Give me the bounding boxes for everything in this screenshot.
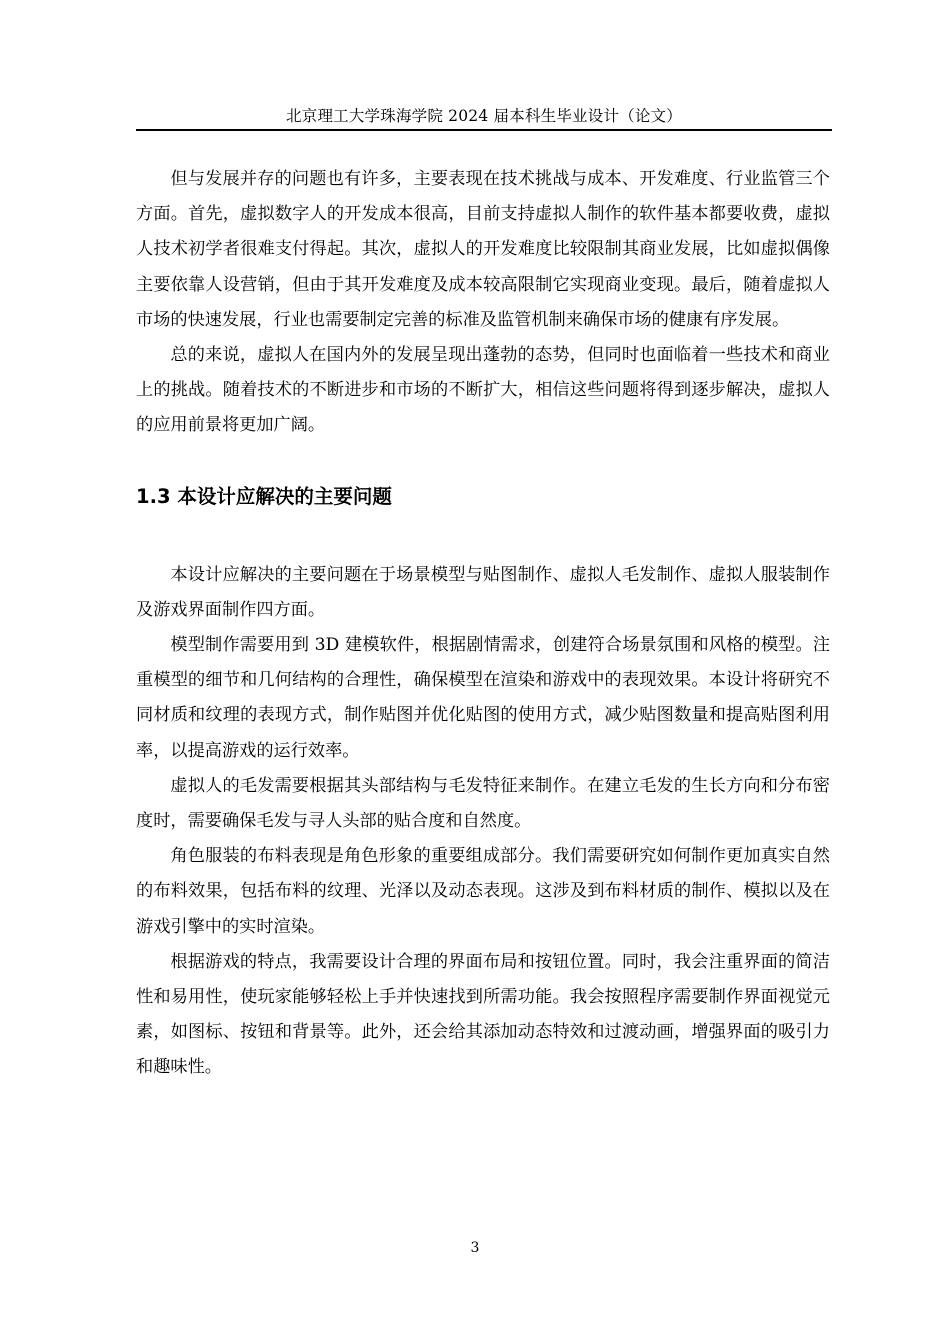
section-heading: 1.3 本设计应解决的主要问题 xyxy=(136,484,392,508)
document-body xyxy=(136,162,830,1086)
paragraph-main-problems: 本设计应解决的主要问题在于场景模型与贴图制作、虚拟人毛发制作、虚拟人服装制作及游戏界面制作四方面。 xyxy=(136,564,830,620)
heading-spacer xyxy=(136,512,830,558)
page-number: 3 xyxy=(470,1240,480,1256)
paragraph-summary: 总的来说，虚拟人在国内外的发展呈现出蓬勃的态势，但同时也面临着一些技术和商业上的挑战。随着技术的不断进步和市场的不断扩大，相信这些问题将得到逐步解决，虚拟人的应用前景将更加广阔。 xyxy=(136,345,830,436)
paragraph-clothing: 角色服装的布料表现是角色形象的重要组成部分。我们需要研究如何制作更加真实自然的布料效果，包括布料的纹理、光泽以及动态表现。这涉及到布料材质的制作、模拟以及在游戏引擎中的实时渲染。 xyxy=(136,846,830,937)
paragraph-interface: 根据游戏的特点，我需要设计合理的界面布局和按钮位置。同时，我会注重界面的简洁性和易用性，使玩家能够轻松上手并快速找到所需功能。我会按照程序需要制作界面视觉元素，如图标、按钮和背景等。此外，还会给其添加动态特效和过渡动画，增强界面的吸引力和趣味性。 xyxy=(136,951,830,1078)
paragraph-hair: 虚拟人的毛发需要根据其头部结构与毛发特征来制作。在建立毛发的生长方向和分布密度时，需要确保毛发与寻人头部的贴合度和自然度。 xyxy=(136,775,830,832)
page-header: 北京理工大学珠海学院 2024 届本科生毕业设计（论文） xyxy=(136,103,832,131)
paragraph-modeling: 模型制作需要用到 3D 建模软件，根据剧情需求，创建符合场景氛围和风格的模型。注重模型的细节和几何结构的合理性，确保模型在渲染和游戏中的表现效果。本设计将研究不同材质和纹理的表现方式，制作贴图并优化贴图的使用方式，减少贴图数量和提高贴图利用率，以提高游戏的运行效率。 xyxy=(136,635,830,761)
paragraph-challenges: 但与发展并存的问题也有许多，主要表现在技术挑战与成本、开发难度、行业监管三个方面。首先，虚拟数字人的开发成本很高，目前支持虚拟人制作的软件基本都要收费，虚拟人技术初学者很难支付得起。其次，虚拟人的开发难度比较限制其商业发展，比如虚拟偶像主要依靠人设营销，但由于其开发难度及成本较高限制它实现商业变现。最后，随着虚拟人市场的快速发展，行业也需要制定完善的标准及监管机制来确保市场的健康有序发展。 xyxy=(136,169,830,330)
